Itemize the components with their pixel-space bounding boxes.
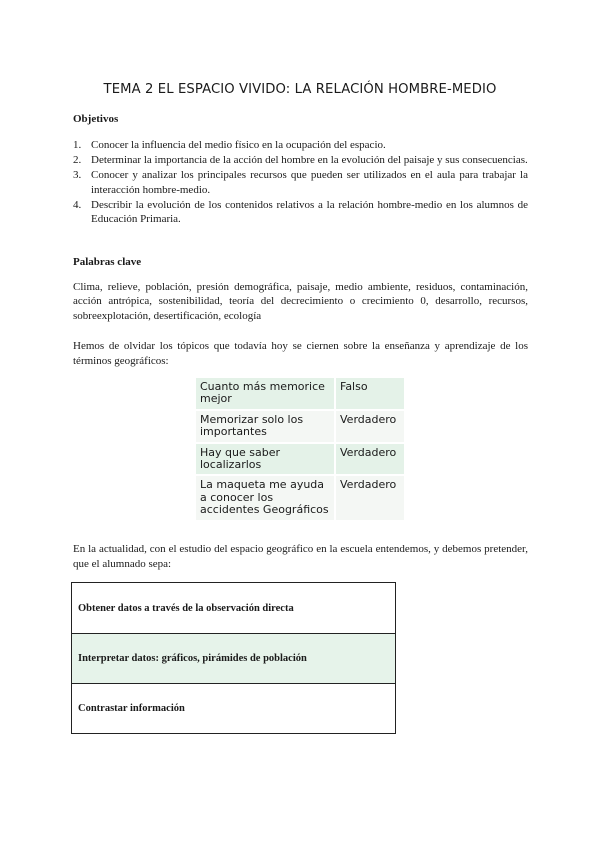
page-title: TEMA 2 EL ESPACIO VIVIDO: LA RELACIÓN HOMBRE-MEDIO [103, 82, 497, 97]
skill-row: Interpretar datos: gráficos, pirámides de población [72, 633, 395, 683]
objective-number: 4. [73, 198, 82, 211]
table-row [196, 410, 404, 443]
true-false-table [196, 378, 404, 520]
skill-row: Contrastar información [72, 683, 395, 733]
keywords-heading: Palabras clave [73, 256, 142, 268]
value-cell: Falso [335, 378, 404, 410]
statement-cell: Hay que saber localizarlos [196, 443, 335, 476]
objective-text: Describir la evolución de los contenidos relativos a la relación hombre-medio en los alumnos de Educación Primaria. [91, 198, 528, 226]
skill-row: Obtener datos a través de la observación directa [78, 602, 294, 614]
objectives-heading: Objetivos [73, 113, 119, 125]
objective-item [73, 198, 528, 227]
actual-intro-paragraph: En la actualidad, con el estudio del espacio geográfico en la escuela entendemos, y debemos pretender, que el alumnado sepa: [73, 543, 528, 570]
keywords-text: Clima, relieve, población, presión demográfica, paisaje, medio ambiente, residuos, contaminación, acción antrópica, sostenibilidad, teoría del decrecimiento o crecimiento 0, desarrollo, recursos, sobreexplotación, desertificación, ecología [73, 281, 528, 322]
objective-number: 1. [73, 139, 82, 151]
table-row [196, 443, 404, 476]
table-row [196, 475, 404, 519]
table-row [196, 378, 404, 410]
objective-number: 3. [73, 169, 82, 182]
objective-item [73, 168, 528, 197]
objective-text: Conocer la influencia del medio físico en la ocupación del espacio. [91, 139, 386, 151]
objective-item [73, 138, 528, 153]
objectives-list [73, 138, 528, 228]
objective-text: Determinar la importancia de la acción del hombre en la evolución del paisaje y sus consecuencias. [91, 154, 528, 167]
objective-text: Conocer y analizar los principales recursos que pueden ser utilizados en el aula para trabajar la interacción hombre-medio. [91, 169, 528, 196]
statement-cell: Memorizar solo los importantes [196, 410, 335, 443]
objective-item [73, 153, 528, 168]
skills-table [71, 582, 396, 734]
value-cell: Verdadero [335, 443, 404, 476]
value-cell: Verdadero [335, 475, 404, 519]
topics-intro-paragraph: Hemos de olvidar los tópicos que todavía hoy se ciernen sobre la enseñanza y aprendizaje de los términos geográficos: [73, 340, 528, 367]
objective-number: 2. [73, 154, 82, 167]
value-cell: Verdadero [335, 410, 404, 443]
statement-cell: Cuanto más memorice mejor [196, 378, 335, 410]
statement-cell: La maqueta me ayuda a conocer los accidentes Geográficos [196, 475, 335, 519]
